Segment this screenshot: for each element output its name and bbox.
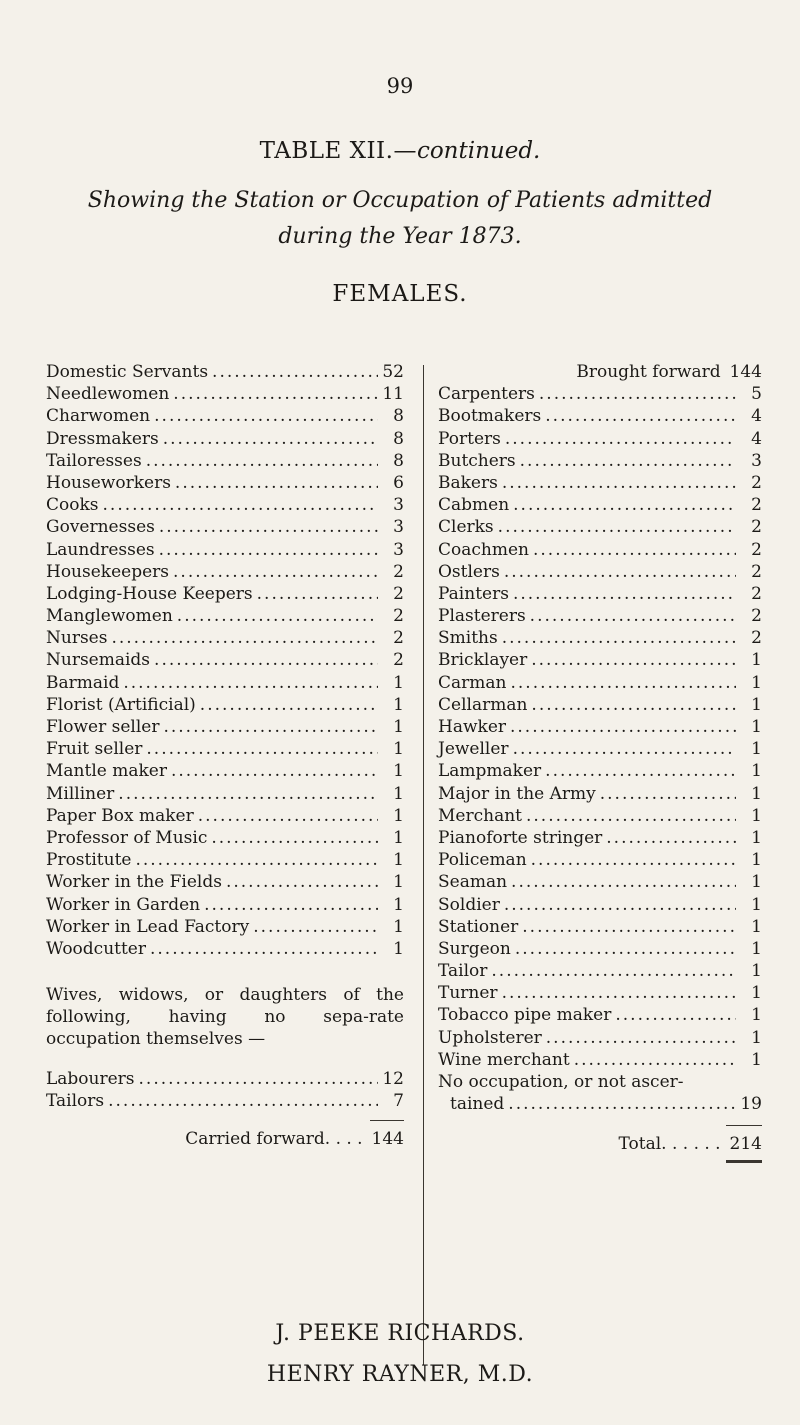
table-row (438, 982, 762, 1004)
left-column (46, 361, 404, 1151)
signatures (0, 1313, 800, 1395)
occupation-count: 1 (393, 938, 404, 959)
table-row (438, 450, 762, 472)
occupation-label: Plasterers (438, 606, 526, 627)
occupation-label: Ostlers (438, 561, 500, 582)
table-row (438, 849, 762, 871)
leader-dots (159, 539, 378, 561)
occupation-count: 1 (393, 872, 404, 893)
occupation-label: Labourers (46, 1069, 135, 1090)
occupation-label: Worker in the Fields (46, 872, 222, 893)
brought-forward-label: Brought forward (576, 362, 721, 382)
occupation-count: 2 (393, 561, 404, 582)
leader-dots (513, 738, 736, 760)
occupation-count: 2 (751, 539, 762, 560)
page-number: 99 (386, 74, 414, 98)
wives-occupation-list (46, 1068, 404, 1112)
occupation-count: 52 (382, 362, 404, 382)
total-rule (726, 1125, 762, 1126)
occupation-label: Carpenters (438, 384, 535, 405)
table-row (46, 405, 404, 427)
leader-dots (531, 849, 736, 871)
occupation-count: 1 (393, 717, 404, 737)
leader-dots (600, 783, 736, 805)
table-row (46, 738, 404, 760)
table-row (438, 805, 762, 827)
occupation-count: 1 (393, 694, 404, 715)
occupation-label: Turner (438, 983, 498, 1004)
occupation-label: Bakers (438, 472, 498, 493)
table-row (438, 605, 762, 627)
occupation-count: 1 (751, 694, 762, 715)
total-label: Total. . . . . . (618, 1134, 721, 1155)
table-row (46, 783, 404, 805)
leader-dots (522, 916, 736, 938)
table-row (46, 472, 404, 494)
table-row (46, 849, 404, 871)
table-row (438, 871, 762, 893)
table-row (438, 694, 762, 716)
occupation-label: Barmaid (46, 672, 120, 693)
occupation-count: 1 (393, 672, 404, 693)
table-row (46, 916, 404, 938)
section-heading: FEMALES. (332, 281, 468, 307)
occupation-label: Mantle maker (46, 761, 167, 782)
leader-dots (103, 494, 378, 516)
occupation-count: 2 (751, 517, 762, 538)
occupation-count: 8 (393, 406, 404, 427)
table-row (46, 1090, 404, 1112)
occupation-label: Clerks (438, 517, 494, 538)
no-occupation-label: tained (450, 1094, 505, 1115)
occupation-count: 2 (393, 583, 404, 604)
leader-dots (118, 783, 378, 805)
occupation-label: Cellarman (438, 694, 528, 715)
leader-dots (520, 450, 736, 472)
occupation-count: 12 (382, 1069, 404, 1090)
leader-dots (539, 383, 736, 405)
leader-dots (502, 472, 736, 494)
occupation-count: 1 (393, 850, 404, 871)
occupation-count: 2 (751, 606, 762, 627)
signature-richards: J. PEEKE RICHARDS. (275, 1321, 525, 1346)
occupation-label: Hawker (438, 717, 506, 737)
table-row (46, 649, 404, 671)
occupation-label: Lampmaker (438, 761, 542, 782)
leader-dots (108, 1090, 378, 1112)
leader-dots (533, 539, 736, 561)
leader-dots (511, 871, 736, 893)
occupation-label: Jeweller (438, 739, 509, 760)
table-row (438, 938, 762, 960)
occupation-count: 3 (393, 517, 404, 538)
leader-dots (545, 405, 736, 427)
leader-dots (546, 1027, 736, 1049)
occupation-label: Tailoresses (46, 450, 142, 471)
leader-dots (491, 960, 736, 982)
table-row (46, 383, 404, 405)
occupation-label: Charwomen (46, 406, 151, 427)
leader-dots (510, 716, 736, 738)
table-row (46, 428, 404, 450)
occupation-count: 3 (393, 539, 404, 560)
leader-dots (123, 672, 378, 694)
occupation-count: 2 (751, 583, 762, 604)
table-row (438, 383, 762, 405)
occupation-label: Cooks (46, 495, 99, 516)
carried-forward-value: 144 (371, 1129, 404, 1150)
occupation-label: Needlewomen (46, 384, 170, 405)
leader-dots (502, 982, 736, 1004)
leader-dots (198, 805, 378, 827)
leader-dots (526, 805, 736, 827)
occupation-count: 1 (751, 916, 762, 937)
occupation-label: Dressmakers (46, 428, 159, 449)
occupation-label: Prostitute (46, 850, 132, 871)
occupation-label: Fruit seller (46, 739, 143, 760)
occupation-label: Major in the Army (438, 783, 596, 804)
occupation-count: 2 (751, 472, 762, 493)
occupation-label: Tailors (46, 1091, 105, 1112)
occupation-count: 1 (751, 1027, 762, 1048)
occupation-count: 4 (751, 406, 762, 427)
table-row (438, 672, 762, 694)
occupation-label: Policeman (438, 850, 527, 871)
table-row (46, 805, 404, 827)
leader-dots (171, 760, 378, 782)
total-value: 214 (729, 1134, 762, 1155)
leader-dots (159, 516, 378, 538)
occupation-label: Governesses (46, 517, 155, 538)
table-row (46, 760, 404, 782)
leader-dots (253, 916, 378, 938)
carried-forward-rule (370, 1120, 404, 1121)
occupation-label: Stationer (438, 916, 519, 937)
occupation-count: 5 (751, 384, 762, 405)
table-title-continued: continued. (416, 138, 541, 164)
occupation-label: Woodcutter (46, 938, 146, 959)
occupation-label: Bootmakers (438, 406, 542, 427)
right-column (438, 361, 762, 1163)
table-row (438, 783, 762, 805)
occupation-label: Domestic Servants (46, 362, 209, 382)
occupation-count: 1 (393, 805, 404, 826)
occupation-label: Housekeepers (46, 561, 170, 582)
no-occupation-row (438, 1093, 762, 1115)
table-subtitle (0, 183, 800, 255)
leader-dots (211, 827, 378, 849)
occupation-count: 1 (751, 672, 762, 693)
wives-note: Wives, widows, or daughters of the following, having no sepa-rate occupation themselves — (46, 985, 404, 1050)
occupation-label: Porters (438, 428, 501, 449)
leader-dots (135, 849, 378, 871)
occupation-count: 1 (751, 1049, 762, 1070)
leader-dots (163, 428, 378, 450)
table-row (46, 827, 404, 849)
occupation-label: Smiths (438, 628, 498, 649)
table-row (46, 361, 404, 383)
occupation-count: 1 (751, 983, 762, 1004)
subtitle-line-2: during the Year 1873. (278, 224, 522, 249)
occupation-count: 3 (751, 450, 762, 471)
occupation-count: 2 (751, 495, 762, 516)
occupation-label: Coachmen (438, 539, 529, 560)
leader-dots (173, 561, 378, 583)
left-occupation-list (46, 361, 404, 960)
table-row (438, 716, 762, 738)
occupation-count: 1 (751, 850, 762, 871)
brought-forward-row (438, 361, 762, 383)
table-row (438, 960, 762, 982)
leader-dots (139, 1068, 378, 1090)
occupation-count: 8 (393, 428, 404, 449)
table-row (46, 627, 404, 649)
leader-dots (146, 738, 378, 760)
table-row (46, 539, 404, 561)
leader-dots (530, 605, 736, 627)
occupation-label: Upholsterer (438, 1027, 542, 1048)
column-divider (423, 365, 424, 1365)
occupation-label: Florist (Artificial) (46, 694, 196, 715)
occupation-label: Nursemaids (46, 650, 151, 671)
leader-dots (513, 583, 736, 605)
occupation-count: 1 (751, 938, 762, 959)
no-occupation-line-1: No occupation, or not ascer- (438, 1072, 684, 1092)
subtitle-line-1: Showing the Station or Occupation of Patients admitted (87, 188, 713, 213)
leader-dots (504, 561, 736, 583)
occupation-count: 1 (751, 739, 762, 760)
table-row (46, 516, 404, 538)
occupation-count: 1 (751, 894, 762, 915)
table-row (46, 1068, 404, 1090)
total-row (438, 1132, 762, 1156)
occupation-count: 2 (751, 561, 762, 582)
total-double-rule (726, 1160, 762, 1163)
occupation-label: Worker in Garden (46, 894, 201, 915)
no-occupation-value: 19 (740, 1094, 762, 1115)
table-title-main: TABLE XII.— (259, 138, 417, 164)
leader-dots (502, 627, 736, 649)
leader-dots (150, 938, 378, 960)
leader-dots (226, 871, 378, 893)
table-row (46, 716, 404, 738)
table-row (46, 450, 404, 472)
table-row (438, 494, 762, 516)
occupation-count: 1 (751, 827, 762, 848)
occupation-count: 6 (393, 472, 404, 493)
occupation-count: 1 (393, 827, 404, 848)
occupation-count: 1 (751, 783, 762, 804)
occupation-label: Surgeon (438, 938, 511, 959)
table-row (438, 1027, 762, 1049)
table-row (46, 605, 404, 627)
leader-dots (508, 1093, 736, 1115)
table-row (438, 627, 762, 649)
occupation-label: Houseworkers (46, 472, 171, 493)
leader-dots (154, 405, 378, 427)
occupation-count: 1 (751, 761, 762, 782)
leader-dots (154, 649, 378, 671)
occupation-label: Soldier (438, 894, 500, 915)
occupation-count: 1 (393, 761, 404, 782)
table-row (438, 405, 762, 427)
occupation-count: 1 (751, 805, 762, 826)
table-row (438, 1004, 762, 1026)
carried-forward-row (46, 1127, 404, 1151)
table-row (438, 649, 762, 671)
occupation-label: Nurses (46, 628, 108, 649)
leader-dots (212, 361, 378, 383)
table-row (438, 827, 762, 849)
table-row (438, 1049, 762, 1071)
occupation-label: Pianoforte stringer (438, 827, 603, 848)
occupation-label: Tobacco pipe maker (438, 1005, 612, 1026)
table-row (438, 561, 762, 583)
occupation-label: Painters (438, 583, 509, 604)
leader-dots (531, 649, 736, 671)
occupation-label: Manglewomen (46, 606, 173, 627)
table-row (438, 738, 762, 760)
occupation-count: 8 (393, 450, 404, 471)
signature-rayner: HENRY RAYNER, M.D. (266, 1362, 534, 1387)
leader-dots (498, 516, 736, 538)
occupation-count: 3 (393, 495, 404, 516)
occupation-count: 7 (393, 1091, 404, 1112)
leader-dots (615, 1004, 736, 1026)
table-row (438, 516, 762, 538)
leader-dots (531, 694, 736, 716)
occupation-label: Milliner (46, 783, 115, 804)
occupation-count: 1 (393, 783, 404, 804)
table-row (46, 894, 404, 916)
table-row (46, 494, 404, 516)
leader-dots (510, 672, 736, 694)
table-row (46, 561, 404, 583)
leader-dots (257, 583, 378, 605)
occupation-count: 2 (393, 628, 404, 649)
occupation-count: 2 (751, 628, 762, 649)
occupation-count: 2 (393, 650, 404, 671)
table-title (0, 138, 800, 164)
occupation-label: Flower seller (46, 717, 160, 737)
right-occupation-list (438, 383, 762, 1071)
occupation-count: 1 (751, 872, 762, 893)
leader-dots (163, 716, 378, 738)
occupation-label: Worker in Lead Factory (46, 916, 250, 937)
table-row (46, 871, 404, 893)
occupation-label: Seaman (438, 872, 508, 893)
table-row (46, 672, 404, 694)
occupation-count: 1 (393, 739, 404, 760)
occupation-count: 1 (751, 717, 762, 737)
leader-dots (111, 627, 378, 649)
leader-dots (204, 894, 378, 916)
table-row (438, 539, 762, 561)
occupation-count: 11 (382, 384, 404, 405)
occupation-label: Bricklayer (438, 650, 528, 671)
leader-dots (545, 760, 736, 782)
brought-forward-value: 144 (729, 362, 762, 382)
leader-dots (173, 383, 378, 405)
occupation-count: 1 (751, 961, 762, 982)
table-row (438, 760, 762, 782)
carried-forward-label: Carried forward. . . . (185, 1129, 363, 1150)
occupation-label: Merchant (438, 805, 522, 826)
leader-dots (574, 1049, 736, 1071)
occupation-count: 4 (751, 428, 762, 449)
table-row (438, 428, 762, 450)
leader-dots (146, 450, 378, 472)
leader-dots (505, 428, 736, 450)
occupation-count: 1 (751, 1005, 762, 1026)
occupation-count: 1 (751, 650, 762, 671)
table-row (438, 583, 762, 605)
occupation-label: Carman (438, 672, 507, 693)
occupation-label: Professor of Music (46, 827, 208, 848)
table-row (46, 694, 404, 716)
occupation-label: Cabmen (438, 495, 510, 516)
occupation-count: 1 (393, 894, 404, 915)
occupation-label: Lodging-House Keepers (46, 583, 253, 604)
table-row (46, 938, 404, 960)
leader-dots (175, 472, 378, 494)
leader-dots (177, 605, 378, 627)
occupation-count: 1 (393, 916, 404, 937)
table-row (438, 894, 762, 916)
leader-dots (200, 694, 378, 716)
table-row (438, 916, 762, 938)
occupation-label: Butchers (438, 450, 516, 471)
table-row (46, 583, 404, 605)
leader-dots (504, 894, 736, 916)
occupation-label: Wine merchant (438, 1049, 570, 1070)
occupation-label: Paper Box maker (46, 805, 194, 826)
occupation-label: Laundresses (46, 539, 155, 560)
leader-dots (515, 938, 736, 960)
occupation-count: 2 (393, 606, 404, 627)
table-row (438, 472, 762, 494)
leader-dots (606, 827, 736, 849)
leader-dots (513, 494, 736, 516)
occupation-label: Tailor (438, 961, 488, 982)
